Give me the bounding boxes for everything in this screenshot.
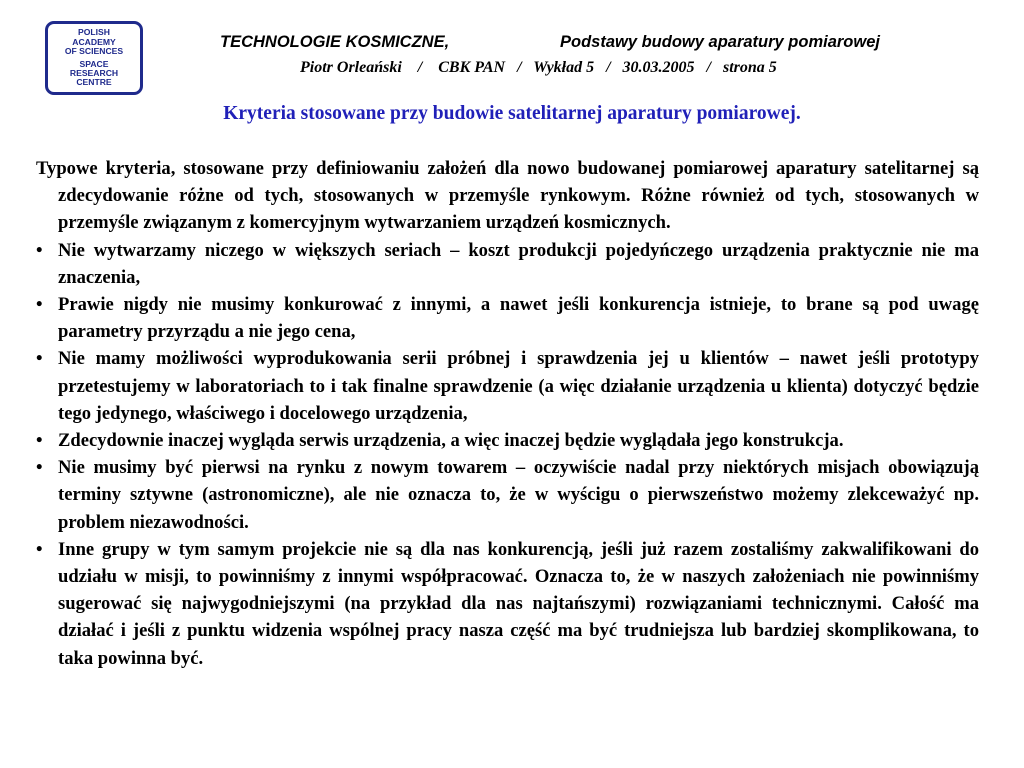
- subject-name: Podstawy budowy aparatury pomiarowej: [560, 33, 880, 51]
- logo-line: CENTRE: [76, 77, 112, 88]
- list-item: [36, 454, 979, 536]
- list-item: [36, 536, 979, 672]
- intro-paragraph: Typowe kryteria, stosowane przy definiowaniu założeń dla nowo budowanej pomiarowej aparatury satelitarnej są zdecydowanie różne od tych, stosowanych w przemyśle rynkowym. Różne również od tych, stosowanych w przemyśle związanym z komercyjnym wytwarzaniem urządzeń kosmicznych.: [36, 158, 979, 234]
- bullet-icon: •: [36, 348, 43, 370]
- logo-line: POLISH: [78, 27, 110, 38]
- list-item: [36, 291, 979, 345]
- list-item-text: Nie wytwarzamy niczego w większych seriach – koszt produkcji pojedyńczego urządzenia praktycznie nie ma znaczenia,: [58, 239, 979, 288]
- slide-body: [36, 155, 979, 672]
- list-item-text: Zdecydownie inaczej wygląda serwis urządzenia, a więc inaczej będzie wyglądała jego konstrukcja.: [58, 430, 844, 452]
- lecture-meta-text: Piotr Orleański / CBK PAN / Wykład 5 / 30.03.2005 / strona 5: [300, 59, 777, 76]
- logo-line: RESEARCH: [69, 67, 119, 78]
- criteria-list: [36, 237, 979, 672]
- logo-line: SPACE: [79, 58, 109, 69]
- bullet-icon: •: [36, 457, 43, 479]
- bullet-icon: •: [36, 538, 43, 560]
- list-item: [36, 427, 979, 454]
- list-item-text: Inne grupy w tym samym projekcie nie są dla nas konkurencją, jeśli już razem zostaliśmy zakwalifikowani do udziału w misji, to powinniśmy z innymi współpracować. Oznacza to, że w naszych założeniach nie powinniśmy sugerować się najwygodniejszymi (na przykład dla nas najtańszymi) rozwiązaniami technicznymi. Całość ma działać i jeśli z punktu widzenia wspólnej pracy nasza część ma być trudniejsza lub bardziej skomplikowana, to taka powinna być.: [58, 538, 979, 669]
- bullet-icon: •: [36, 239, 43, 261]
- list-item: [36, 345, 979, 427]
- bullet-icon: •: [36, 294, 43, 316]
- header-title-line: [220, 33, 1000, 57]
- list-item-text: Nie mamy możliwości wyprodukowania serii próbnej i sprawdzenia jej u klientów – nawet jeśli prototypy przetestujemy w laboratoriach to i tak finalne sprawdzenie (a więc działanie urządzenia u klienta) dotyczyć będzie tego jedynego, właściwego i docelowego urządzenia,: [58, 348, 979, 424]
- list-item-text: Prawie nigdy nie musimy konkurować z innymi, a nawet jeśli konkurencja istnieje, to brane są pod uwagę parametry przyrządu a nie jego cena,: [58, 294, 979, 343]
- logo-line: OF SCIENCES: [64, 46, 124, 57]
- bullet-icon: •: [36, 430, 43, 452]
- lecture-meta: [300, 59, 777, 77]
- slide-title: Kryteria stosowane przy budowie satelitarnej aparatury pomiarowej.: [223, 103, 801, 124]
- list-item: [36, 237, 979, 291]
- list-item-text: Nie musimy być pierwsi na rynku z nowym towarem – oczywiście nadal przy niektórych misjach obowiązują terminy sztywne (astronomiczne), ale nie oznacza to, że w wyścigu o pierwszeństwo możemy zlekceważyć np. problem niezawodności.: [58, 457, 979, 533]
- course-name: TECHNOLOGIE KOSMICZNE,: [220, 33, 450, 51]
- institution-logo: [45, 21, 143, 95]
- logo-line: ACADEMY: [72, 36, 116, 47]
